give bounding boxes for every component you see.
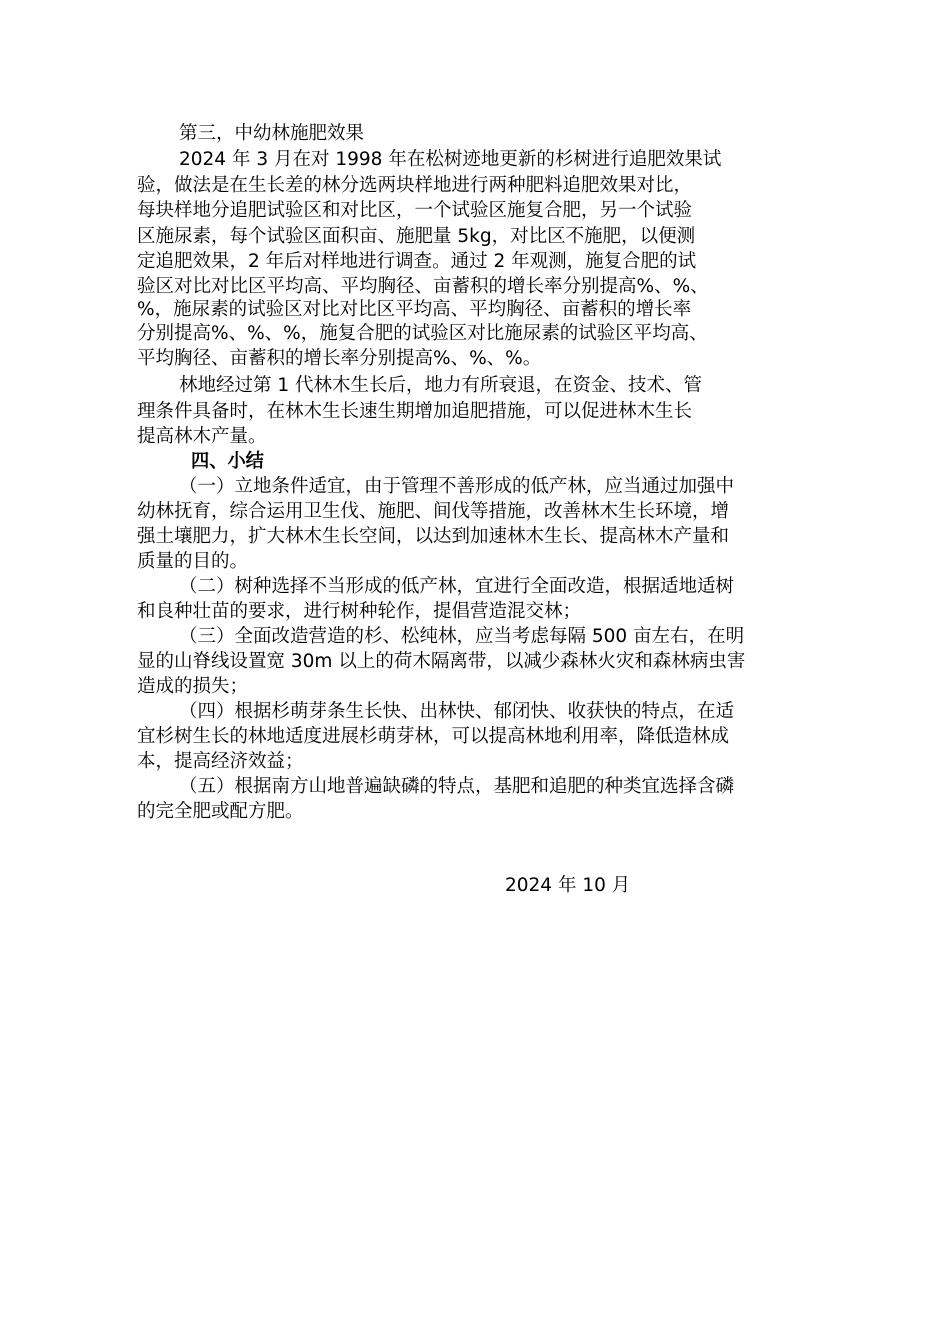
summary-line: 幼林抚育，综合运用卫生伐、施肥、间伐等措施，改善林木生长环境，增 bbox=[137, 501, 730, 522]
summary-line: （一）立地条件适宜，由于管理不善形成的低产林，应当通过加强中 bbox=[179, 476, 735, 497]
paragraph-line: 平均胸径、亩蓄积的增长率分别提高%、%、%。 bbox=[137, 348, 542, 369]
summary-line: 显的山脊线设置宽 30m 以上的荷木隔离带，以减少森林火灾和森林病虫害 bbox=[137, 651, 746, 672]
summary-line: （五）根据南方山地普遍缺磷的特点，基肥和追肥的种类宜选择含磷 bbox=[179, 776, 735, 797]
summary-line: 造成的损失； bbox=[137, 676, 249, 697]
summary-line: 和良种壮苗的要求，进行树种轮作，提倡营造混交林； bbox=[137, 601, 582, 622]
paragraph-line: 定追肥效果，2 年后对样地进行调查。通过 2 年观测，施复合肥的试 bbox=[137, 251, 697, 272]
document-date: 2024 年 10 月 bbox=[505, 875, 631, 896]
paragraph-line: 理条件具备时，在林木生长速生期增加追肥措施，可以促进林木生长 bbox=[137, 401, 693, 422]
paragraph-line: 分别提高%、%、%，施复合肥的试验区对比施尿素的试验区平均高、 bbox=[137, 323, 708, 344]
paragraph-line: 区施尿素，每个试验区面积亩、施肥量 5kg，对比区不施肥，以便测 bbox=[137, 226, 696, 247]
paragraph-line: 林地经过第 1 代林木生长后，地力有所衰退，在资金、技术、管 bbox=[179, 375, 703, 396]
summary-line: （二）树种选择不当形成的低产林，宜进行全面改造，根据适地适树 bbox=[179, 576, 735, 597]
paragraph-line: 提高林木产量。 bbox=[137, 426, 267, 447]
summary-line: 强土壤肥力，扩大林木生长空间，以达到加速林木生长、提高林木产量和 bbox=[137, 526, 730, 547]
summary-line: 本，提高经济效益； bbox=[137, 751, 304, 772]
section-heading: 第三，中幼林施肥效果 bbox=[179, 123, 365, 144]
paragraph-line: 每块样地分追肥试验区和对比区，一个试验区施复合肥，另一个试验 bbox=[137, 200, 693, 221]
paragraph-line: %，施尿素的试验区对比对比区平均高、平均胸径、亩蓄积的增长率 bbox=[137, 299, 692, 320]
paragraph-line: 验区对比对比区平均高、平均胸径、亩蓄积的增长率分别提高%、%、 bbox=[137, 276, 709, 297]
summary-line: 的完全肥或配方肥。 bbox=[137, 801, 304, 822]
summary-line: 宜杉树生长的林地适度进展杉萌芽林，可以提高林地利用率，降低造林成 bbox=[137, 726, 730, 747]
summary-line: （四）根据杉萌芽条生长快、出林快、郁闭快、收获快的特点，在适 bbox=[179, 701, 735, 722]
summary-line: （三）全面改造营造的杉、松纯林，应当考虑每隔 500 亩左右，在明 bbox=[179, 626, 745, 647]
section-heading: 四、小结 bbox=[191, 451, 264, 472]
summary-line: 质量的目的。 bbox=[137, 551, 249, 572]
paragraph-line: 2024 年 3 月在对 1998 年在松树迹地更新的杉树进行追肥效果试 bbox=[179, 149, 722, 170]
paragraph-line: 验，做法是在生长差的林分选两块样地进行两种肥料追肥效果对比， bbox=[137, 175, 693, 196]
